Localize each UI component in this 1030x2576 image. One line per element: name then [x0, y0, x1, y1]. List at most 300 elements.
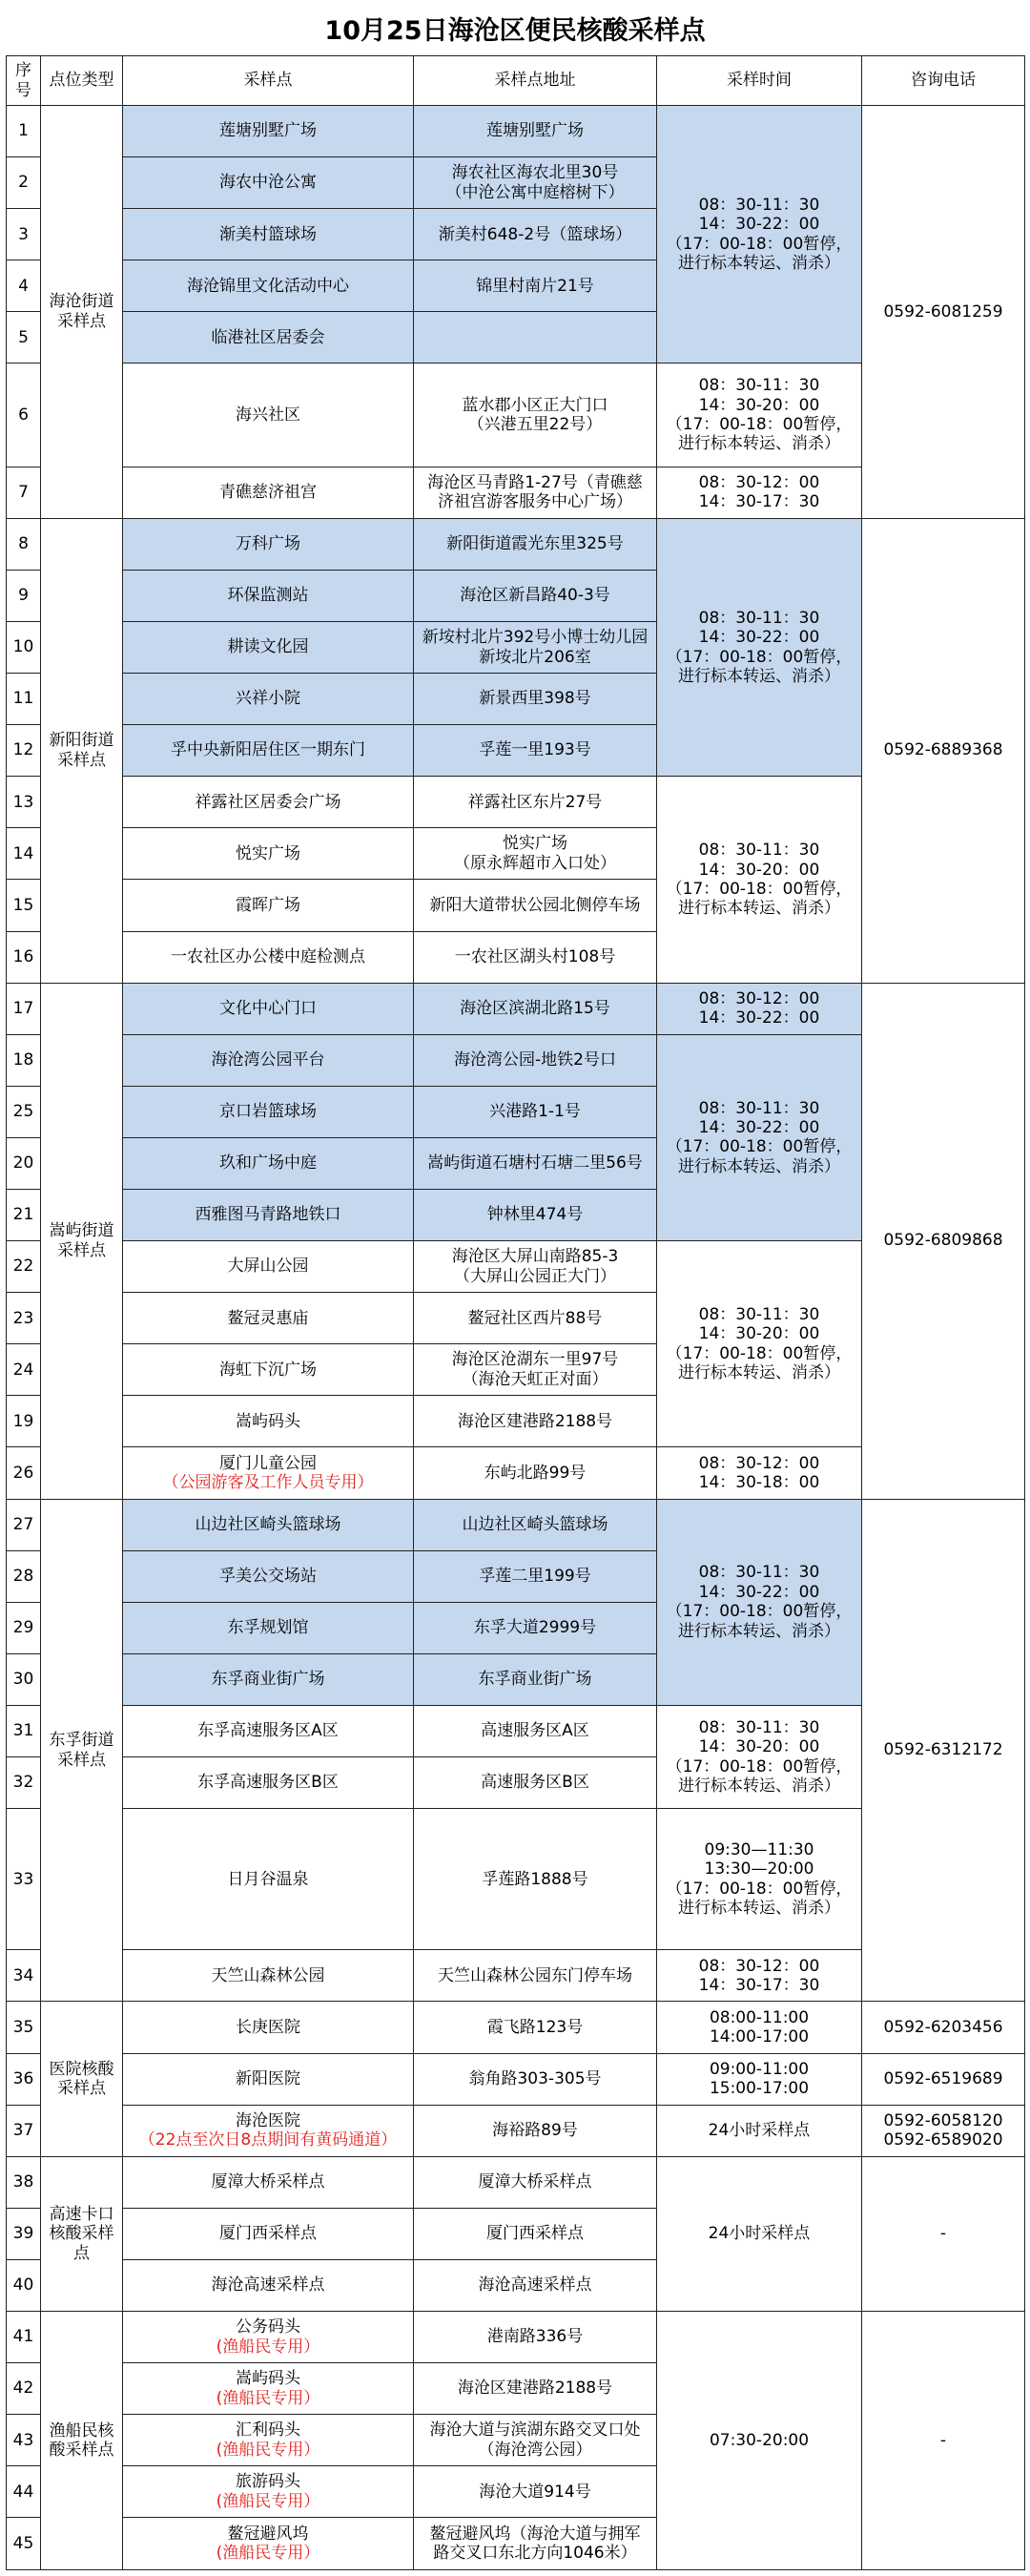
row-number: 39: [7, 2208, 41, 2259]
site-name: [123, 1189, 414, 1240]
row-number: 34: [7, 1950, 41, 2002]
site-address-line: 海农社区海农北里30号: [451, 163, 619, 183]
site-address: [414, 2466, 657, 2518]
sampling-time-line: 进行标本转运、消杀）: [678, 434, 840, 454]
site-name: [123, 1499, 414, 1550]
site-address: [414, 260, 657, 312]
site-name: [123, 777, 414, 828]
page-title: 10月25日海沧区便民核酸采样点: [324, 15, 706, 46]
row-number: 27: [7, 1499, 41, 1550]
site-address-line: 高速服务区B区: [481, 1773, 589, 1793]
site-name: [123, 1344, 414, 1396]
header-address: 采样点地址: [414, 56, 657, 106]
row-number: 33: [7, 1809, 41, 1950]
site-label: 玖和广场中庭: [219, 1153, 317, 1174]
sampling-time: [657, 1499, 862, 1705]
site-address-line: （大屏山公园正大门）: [454, 1266, 616, 1286]
site-note: (渔船民专用）: [216, 2544, 320, 2564]
consult-phone: [862, 2002, 1025, 2053]
row-number: 12: [7, 725, 41, 777]
table-row: [7, 2312, 1025, 2363]
site-label: 厦漳大桥采样点: [211, 2172, 325, 2192]
sampling-time-line: 08：30-12：00: [698, 472, 820, 492]
site-address-line: 东孚大道2999号: [473, 1618, 597, 1638]
sampling-time-line: 08：30-11：30: [698, 841, 820, 861]
sampling-time-line: 08:00-11:00: [709, 2007, 810, 2027]
site-label: 霞晖广场: [236, 895, 300, 915]
site-address-line: 新阳街道霞光东里325号: [446, 534, 624, 554]
site-address: [414, 2002, 657, 2053]
category-cell-line: 渔船民核: [49, 2420, 114, 2441]
sampling-time-line: 08：30-12：00: [698, 1956, 820, 1976]
site-note: (渔船民专用）: [216, 2388, 320, 2408]
consult-phone: [862, 2156, 1025, 2311]
site-address: [414, 1241, 657, 1293]
site-address: [414, 725, 657, 777]
sampling-time-line: 07:30-20:00: [709, 2430, 810, 2450]
site-label: 山边社区崎头篮球场: [195, 1514, 341, 1534]
consult-phone-line: 0592-6203456: [883, 2017, 1003, 2037]
site-name: [123, 1137, 414, 1189]
site-label: 新阳医院: [236, 2068, 300, 2088]
sampling-time: [657, 2156, 862, 2311]
header-site: 采样点: [123, 56, 414, 106]
site-label: 海农中沧公寓: [219, 173, 317, 193]
site-address-line: 厦漳大桥采样点: [478, 2172, 592, 2192]
site-name: [123, 1809, 414, 1950]
site-label: 西雅图马青路地铁口: [195, 1205, 341, 1225]
site-address-line: 厦门西采样点: [486, 2224, 584, 2244]
header-phone: 咨询电话: [862, 56, 1025, 106]
category-cell-line: 嵩屿街道: [49, 1221, 114, 1241]
site-name: [123, 1034, 414, 1086]
site-name: [123, 1447, 414, 1499]
site-address: [414, 1757, 657, 1809]
table-row: [7, 1499, 1025, 1550]
consult-phone-line: -: [939, 2430, 947, 2450]
sampling-time-line: 08：30-11：30: [698, 1717, 820, 1737]
site-address-line: （兴港五里22号）: [467, 415, 603, 435]
site-address-line: 海裕路89号: [492, 2121, 578, 2141]
site-label: 嵩屿码头: [236, 1411, 300, 1431]
sampling-time: [657, 1809, 862, 1950]
site-name: [123, 1550, 414, 1602]
category-cell-line: 海沧街道: [49, 292, 114, 312]
site-label: 临港社区居委会: [211, 327, 325, 347]
site-name: [123, 1086, 414, 1137]
sampling-time: [657, 1447, 862, 1499]
sampling-time: [657, 467, 862, 518]
site-address: [414, 1653, 657, 1705]
category-cell: [41, 1499, 123, 2002]
site-address-line: 港南路336号: [486, 2327, 584, 2347]
consult-phone: [862, 2105, 1025, 2156]
site-name: [123, 467, 414, 518]
site-address-line: 海沧区建港路2188号: [457, 1411, 613, 1431]
sampling-time-line: 14:00-17:00: [709, 2027, 810, 2047]
site-label: 一农社区办公楼中庭检测点: [171, 946, 365, 966]
site-name: [123, 2415, 414, 2466]
site-address: [414, 2415, 657, 2466]
site-note: (渔船民专用）: [216, 2337, 320, 2357]
sampling-time-line: （17：00-18：00暂停，: [666, 647, 853, 667]
row-number: 35: [7, 2002, 41, 2053]
category-cell: [41, 2002, 123, 2156]
site-name: [123, 1241, 414, 1293]
consult-phone: [862, 518, 1025, 983]
sampling-time: [657, 983, 862, 1034]
site-name: [123, 931, 414, 983]
category-cell-line: 新阳街道: [49, 731, 114, 751]
site-label: 渐美村篮球场: [219, 224, 317, 244]
site-address: [414, 1344, 657, 1396]
site-name: [123, 2002, 414, 2053]
site-address: [414, 1550, 657, 1602]
sampling-time-line: 08：30-11：30: [698, 608, 820, 628]
site-label: 东孚高速服务区A区: [197, 1721, 339, 1741]
site-address: [414, 518, 657, 570]
site-name: [123, 725, 414, 777]
site-address: [414, 1293, 657, 1344]
site-address: [414, 2208, 657, 2259]
site-address-line: 海沧区建港路2188号: [457, 2379, 613, 2399]
row-number: 18: [7, 1034, 41, 1086]
consult-phone-line: 0592-6312172: [883, 1740, 1003, 1760]
consult-phone-line: -: [939, 2224, 947, 2244]
sampling-time-line: 09:00-11:00: [709, 2059, 810, 2079]
sampling-time: [657, 1705, 862, 1808]
row-number: 21: [7, 1189, 41, 1240]
row-number: 5: [7, 312, 41, 364]
site-address: [414, 621, 657, 673]
row-number: 17: [7, 983, 41, 1034]
row-number: 43: [7, 2415, 41, 2466]
site-address: [414, 1809, 657, 1950]
site-address: [414, 1705, 657, 1756]
sampling-time: [657, 2105, 862, 2156]
table-row: [7, 2053, 1025, 2105]
site-label: 旅游码头: [236, 2472, 300, 2492]
site-address: [414, 674, 657, 725]
row-number: 7: [7, 467, 41, 518]
row-number: 16: [7, 931, 41, 983]
table-row: [7, 983, 1025, 1034]
site-label: 海沧高速采样点: [211, 2275, 325, 2296]
row-number: 26: [7, 1447, 41, 1499]
site-address-line: 海沧区滨湖北路15号: [460, 998, 610, 1018]
sampling-time-line: 进行标本转运、消杀）: [678, 1363, 840, 1383]
site-name: [123, 1653, 414, 1705]
sampling-time-line: 08：30-11：30: [698, 195, 820, 215]
category-cell-line: 采样点: [57, 1240, 106, 1260]
site-address-line: 嵩屿街道石塘村石塘二里56号: [427, 1153, 643, 1174]
site-name: [123, 2156, 414, 2208]
site-label: 鳌冠避风坞: [227, 2524, 309, 2544]
site-label: 日月谷温泉: [227, 1869, 309, 1889]
site-label: 环保监测站: [227, 586, 309, 606]
row-number: 44: [7, 2466, 41, 2518]
row-number: 38: [7, 2156, 41, 2208]
site-address-line: 祥露社区东片27号: [467, 792, 603, 812]
sampling-time: [657, 2053, 862, 2105]
category-cell: [41, 983, 123, 1499]
site-address: [414, 1950, 657, 2002]
consult-phone: [862, 106, 1025, 519]
row-number: 41: [7, 2312, 41, 2363]
row-number: 4: [7, 260, 41, 312]
sampling-time: [657, 777, 862, 983]
sampling-time-line: 09:30—11:30: [704, 1839, 814, 1859]
site-address-line: 海沧区新昌路40-3号: [460, 586, 610, 606]
site-name: [123, 570, 414, 621]
site-address-line: 海沧区马青路1-27号（青礁慈: [427, 472, 643, 492]
site-label: 汇利码头: [236, 2420, 300, 2441]
sampling-time: [657, 1034, 862, 1240]
site-address-line: 孚莲路1888号: [482, 1869, 588, 1889]
row-number: 20: [7, 1137, 41, 1189]
sampling-time: [657, 1950, 862, 2002]
site-label: 耕读文化园: [227, 637, 309, 657]
site-address-line: 路交叉口东北方向1046米）: [433, 2544, 637, 2564]
sampling-time: [657, 518, 862, 776]
site-address-line: 鳌冠社区西片88号: [467, 1308, 603, 1328]
sampling-time-line: 08：30-11：30: [698, 1563, 820, 1583]
site-address-line: 孚莲一里193号: [479, 740, 591, 760]
sampling-time-line: 进行标本转运、消杀）: [678, 1776, 840, 1796]
site-name: [123, 157, 414, 209]
row-number: 45: [7, 2518, 41, 2570]
row-number: 28: [7, 1550, 41, 1602]
site-name: [123, 2312, 414, 2363]
consult-phone: [862, 983, 1025, 1499]
site-address-line: （海沧湾公园）: [478, 2440, 592, 2460]
category-cell-line: 采样点: [57, 311, 106, 331]
consult-phone-line: 0592-6081259: [883, 301, 1003, 322]
sampling-time-line: 08：30-12：00: [698, 1453, 820, 1473]
sampling-time-line: （17：00-18：00暂停，: [666, 1137, 853, 1157]
consult-phone: [862, 2312, 1025, 2570]
consult-phone: [862, 2053, 1025, 2105]
category-cell-line: 酸采样点: [49, 2441, 114, 2461]
site-address-line: （中沧公寓中庭榕树下）: [445, 182, 625, 202]
site-address: [414, 1602, 657, 1653]
site-name: [123, 260, 414, 312]
site-name: [123, 364, 414, 467]
site-label: 万科广场: [236, 534, 300, 554]
category-cell: [41, 106, 123, 519]
site-address: [414, 2156, 657, 2208]
sampling-time-line: 15:00-17:00: [709, 2079, 810, 2099]
site-label: 东孚规划馆: [227, 1618, 309, 1638]
category-cell-line: 核酸采样: [49, 2224, 114, 2244]
sampling-time-line: 08：30-11：30: [698, 376, 820, 396]
category-cell-line: 采样点: [57, 1750, 106, 1770]
table-body: [7, 106, 1025, 2570]
site-address-line: 新阳大道带状公园北侧停车场: [429, 895, 641, 915]
site-name: [123, 983, 414, 1034]
site-address-line: 兴港路1-1号: [489, 1102, 581, 1122]
row-number: 3: [7, 209, 41, 260]
site-name: [123, 2518, 414, 2570]
site-address-line: 新景西里398号: [479, 689, 591, 709]
row-number: 29: [7, 1602, 41, 1653]
consult-phone: [862, 1499, 1025, 2002]
consult-phone-line: 0592-6889368: [883, 740, 1003, 760]
sampling-time-line: 进行标本转运、消杀）: [678, 899, 840, 919]
site-address: [414, 2105, 657, 2156]
sampling-time-line: （17：00-18：00暂停，: [666, 1343, 853, 1363]
row-number: 14: [7, 828, 41, 880]
site-name: [123, 880, 414, 931]
category-cell-line: 采样点: [57, 750, 106, 770]
site-name: [123, 1293, 414, 1344]
site-address-line: 锦里村南片21号: [476, 276, 594, 296]
row-number: 19: [7, 1396, 41, 1447]
sampling-time: [657, 106, 862, 364]
site-name: [123, 2208, 414, 2259]
category-cell-line: 点: [73, 2243, 90, 2263]
site-name: [123, 2105, 414, 2156]
site-label: 大屏山公园: [227, 1257, 309, 1277]
row-number: 10: [7, 621, 41, 673]
sampling-time-line: 14：30-18：00: [698, 1473, 820, 1492]
sampling-time-line: 08：30-12：00: [698, 988, 820, 1008]
category-cell: [41, 518, 123, 983]
sampling-time-line: 24小时采样点: [708, 2121, 811, 2141]
sampling-time-line: （17：00-18：00暂停，: [666, 234, 853, 254]
sampling-time-line: 进行标本转运、消杀）: [678, 1621, 840, 1641]
site-label: 京口岩篮球场: [219, 1102, 317, 1122]
row-number: 22: [7, 1241, 41, 1293]
site-note: （公园游客及工作人员专用）: [162, 1473, 374, 1492]
site-name: [123, 2053, 414, 2105]
site-label: 海虹下沉广场: [219, 1360, 317, 1380]
sampling-time: [657, 1241, 862, 1447]
row-number: 15: [7, 880, 41, 931]
site-name: [123, 1757, 414, 1809]
site-address-line: 东孚商业街广场: [478, 1670, 592, 1690]
site-address-line: 海沧大道与滨湖东路交叉口处: [429, 2420, 641, 2441]
sampling-time-line: 14：30-22：00: [698, 628, 820, 648]
sampling-time-line: 14：30-22：00: [698, 1008, 820, 1028]
site-label: 孚中央新阳居住区一期东门: [171, 740, 365, 760]
site-label: 嵩屿码头: [236, 2369, 300, 2389]
site-address: [414, 2259, 657, 2311]
sampling-time-line: 08：30-11：30: [698, 1304, 820, 1324]
table-row: [7, 2105, 1025, 2156]
consult-phone-line: 0592-6589020: [883, 2130, 1003, 2150]
header-time: 采样时间: [657, 56, 862, 106]
table-row: [7, 2156, 1025, 2208]
site-address-line: 天竺山森林公园东门停车场: [438, 1965, 632, 1985]
consult-phone-line: 0592-6809868: [883, 1231, 1003, 1251]
table-row: [7, 2002, 1025, 2053]
site-address: [414, 467, 657, 518]
site-address-line: 翁角路303-305号: [468, 2068, 602, 2088]
row-number: 32: [7, 1757, 41, 1809]
site-label: 天竺山森林公园: [211, 1965, 325, 1985]
sampling-time-line: 进行标本转运、消杀）: [678, 1899, 840, 1919]
sampling-time-line: 14：30-20：00: [698, 1737, 820, 1757]
sampling-time-line: 进行标本转运、消杀）: [678, 254, 840, 274]
site-address-line: 海沧区大屏山南路85-3: [451, 1247, 619, 1267]
sampling-time-line: 14：30-17：30: [698, 1975, 820, 1995]
row-number: 40: [7, 2259, 41, 2311]
site-address: [414, 2312, 657, 2363]
site-label: 东孚商业街广场: [211, 1670, 325, 1690]
site-name: [123, 1396, 414, 1447]
site-address: [414, 209, 657, 260]
site-name: [123, 1705, 414, 1756]
site-address-line: 海沧区沧湖东一里97号: [451, 1350, 619, 1370]
row-number: 24: [7, 1344, 41, 1396]
site-address: [414, 1189, 657, 1240]
site-label: 兴祥小院: [236, 689, 300, 709]
site-label: 海沧医院: [236, 2110, 300, 2130]
site-address-line: 莲塘别墅广场: [486, 121, 584, 141]
site-label: 公务码头: [236, 2317, 300, 2337]
site-address: [414, 106, 657, 157]
sampling-time-line: 14：30-22：00: [698, 1118, 820, 1137]
row-number: 42: [7, 2363, 41, 2415]
site-address: [414, 1447, 657, 1499]
site-name: [123, 518, 414, 570]
site-address: [414, 1499, 657, 1550]
sampling-time-line: 14：30-17：30: [698, 492, 820, 512]
site-note: (渔船民专用）: [216, 2440, 320, 2460]
category-cell-line: 高速卡口: [49, 2204, 114, 2224]
site-label: 悦实广场: [236, 843, 300, 863]
site-note: (渔船民专用）: [216, 2491, 320, 2511]
sampling-time-line: （17：00-18：00暂停，: [666, 1756, 853, 1776]
sampling-time-line: 14：30-20：00: [698, 860, 820, 880]
category-cell: [41, 2156, 123, 2311]
site-address-line: 霞飞路123号: [486, 2017, 584, 2037]
site-label: 孚美公交场站: [219, 1566, 317, 1586]
site-address: [414, 2053, 657, 2105]
table-row: [7, 106, 1025, 157]
site-address-line: 东屿北路99号: [484, 1463, 587, 1483]
site-address: [414, 312, 657, 364]
site-address-line: 一农社区湖头村108号: [454, 946, 616, 966]
sampling-time-line: 24小时采样点: [708, 2224, 811, 2244]
sampling-time: [657, 2312, 862, 2570]
site-address-line: （原永辉超市入口处）: [454, 853, 616, 873]
consult-phone-line: 0592-6519689: [883, 2068, 1003, 2088]
category-cell-line: 采样点: [57, 2079, 106, 2099]
site-address: [414, 364, 657, 467]
site-address: [414, 777, 657, 828]
site-label: 莲塘别墅广场: [219, 121, 317, 141]
site-label: 长庚医院: [236, 2017, 300, 2037]
site-address-line: 山边社区崎头篮球场: [462, 1514, 608, 1534]
category-cell-line: 东孚街道: [49, 1731, 114, 1751]
sampling-time-line: 13:30—20:00: [704, 1859, 814, 1880]
row-number: 25: [7, 1086, 41, 1137]
site-address-line: 济祖宫游客服务中心广场）: [438, 492, 632, 512]
site-address-line: 渐美村648-2号（篮球场）: [438, 224, 632, 244]
site-address: [414, 157, 657, 209]
sampling-time-line: 进行标本转运、消杀）: [678, 1156, 840, 1176]
category-cell: [41, 2312, 123, 2570]
sampling-time-line: （17：00-18：00暂停，: [666, 1602, 853, 1622]
site-address-line: 新垵北片206室: [479, 647, 591, 667]
header-category: 点位类型: [41, 56, 123, 106]
site-label: 海沧锦里文化活动中心: [187, 276, 349, 296]
site-name: [123, 2466, 414, 2518]
sampling-time-line: 08：30-11：30: [698, 1098, 820, 1118]
site-label: 厦门西采样点: [219, 2224, 317, 2244]
